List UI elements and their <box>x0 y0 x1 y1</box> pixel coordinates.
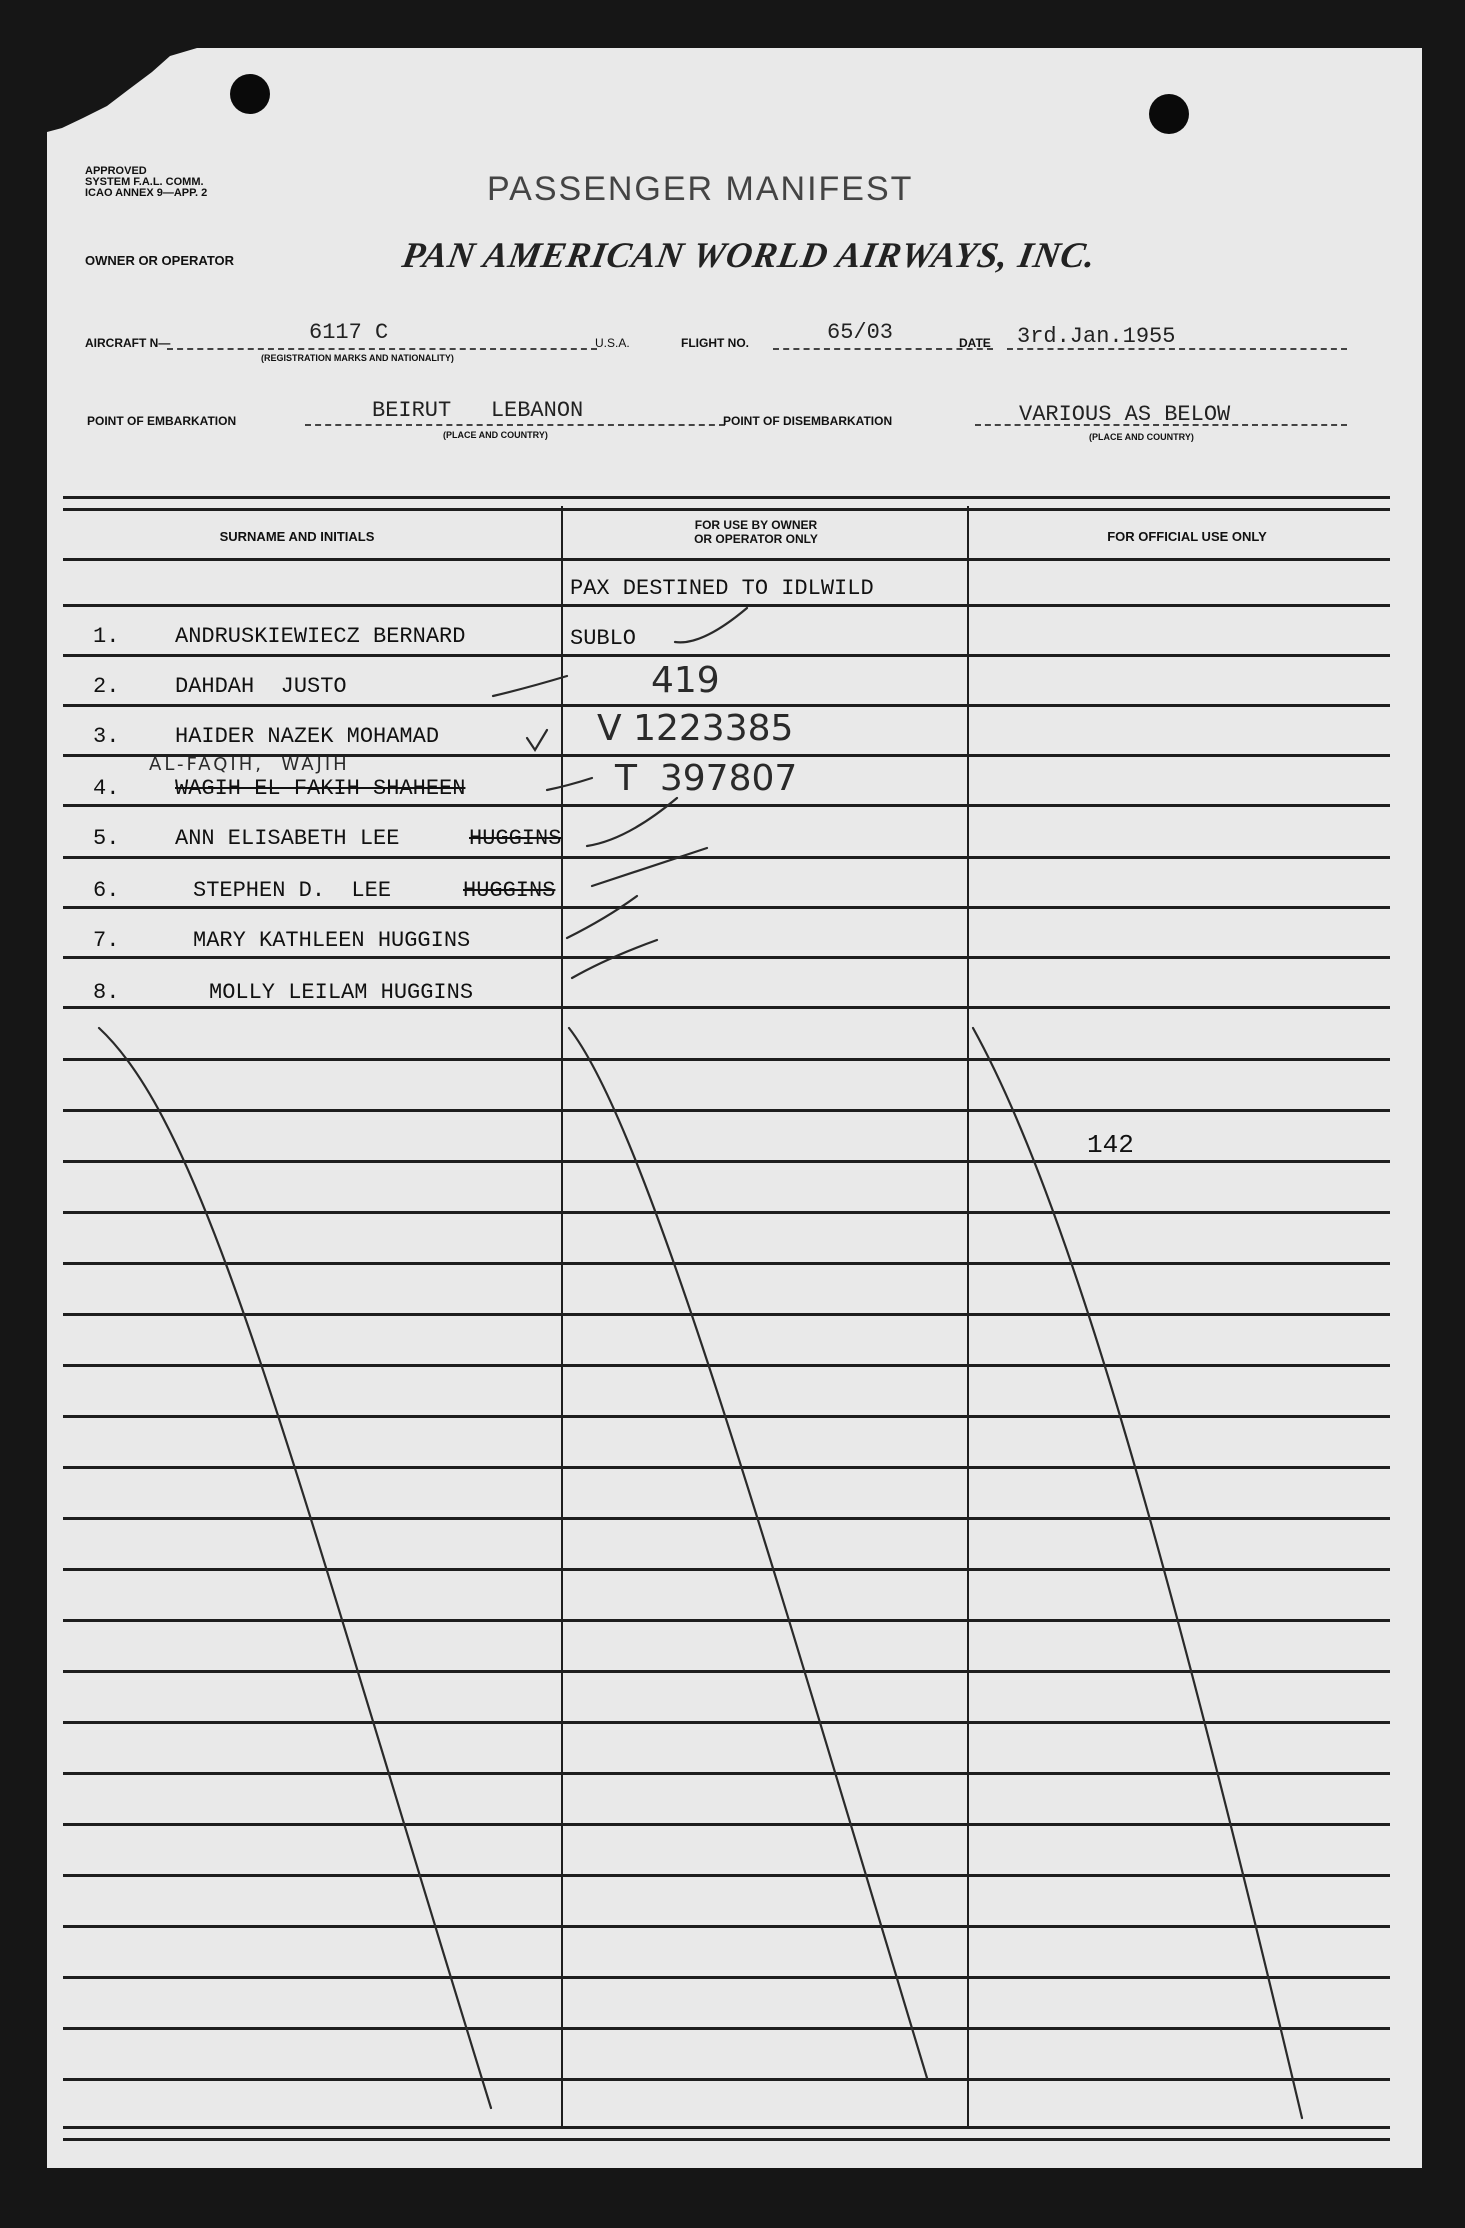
check-mark <box>675 608 747 642</box>
page-title: PASSENGER MANIFEST <box>487 170 914 208</box>
passenger-name: HAIDER NAZEK MOHAMAD <box>175 724 440 749</box>
aircraft-label: AIRCRAFT N— <box>85 336 171 350</box>
cancel-stroke <box>973 1028 1302 2118</box>
disembarkation-value: VARIOUS AS BELOW <box>1019 402 1231 427</box>
owner-label: OWNER OR OPERATOR <box>85 253 235 268</box>
check-mark <box>592 848 707 886</box>
row-number: 1. <box>93 624 120 649</box>
manifest-sheet <box>47 48 1422 2168</box>
owner-use-column-header: FOR USE BY OWNER OR OPERATOR ONLY <box>694 518 818 546</box>
flight-value: 65/03 <box>827 320 894 345</box>
cancel-stroke <box>569 1028 927 2078</box>
cancel-stroke <box>99 1028 491 2108</box>
usa-label: U.S.A. <box>595 336 630 350</box>
handwritten-marks <box>47 48 1422 2168</box>
embarkation-note: (PLACE AND COUNTRY) <box>443 430 548 440</box>
struck-surname: HUGGINS <box>463 878 556 903</box>
page-number: 142 <box>1087 1130 1134 1160</box>
check-mark <box>547 778 592 790</box>
row-number: 6. <box>93 878 120 903</box>
approval-note: APPROVED SYSTEM F.A.L. COMM. ICAO ANNEX 9—APP. 2 <box>85 165 208 199</box>
aircraft-value: 6117 C <box>309 320 389 345</box>
passenger-name: DAHDAH JUSTO <box>175 674 347 699</box>
row-number: 7. <box>93 928 120 953</box>
operator-entry: T 397807 <box>615 758 798 799</box>
row-number: 3. <box>93 724 120 749</box>
date-label: DATE <box>959 336 991 350</box>
passenger-name: WAGIH EL FAKIH SHAHEEN <box>175 776 466 801</box>
operator-entry: V 1223385 <box>597 708 794 749</box>
check-mark <box>572 940 657 978</box>
operator-entry: SUBLO <box>570 626 637 651</box>
check-mark <box>493 676 567 696</box>
embarkation-label: POINT OF EMBARKATION <box>87 414 237 428</box>
handwritten-correction: AL-FAQIH, WAJIH <box>149 754 350 775</box>
disembarkation-note: (PLACE AND COUNTRY) <box>1089 432 1194 442</box>
registration-note: (REGISTRATION MARKS AND NATIONALITY) <box>261 353 454 363</box>
check-mark <box>587 798 677 846</box>
passenger-name: ANDRUSKIEWIECZ BERNARD <box>175 624 466 649</box>
surname-column-header: SURNAME AND INITIALS <box>219 529 375 544</box>
owner-note: PAX DESTINED TO IDLWILD <box>570 576 874 601</box>
company-name: PAN AMERICAN WORLD AIRWAYS, INC. <box>399 235 1100 275</box>
passenger-name: MOLLY LEILAM HUGGINS <box>209 980 474 1005</box>
row-number: 5. <box>93 826 120 851</box>
date-value: 3rd.Jan.1955 <box>1017 324 1176 349</box>
check-mark <box>567 896 637 938</box>
official-use-column-header: FOR OFFICIAL USE ONLY <box>1107 529 1267 544</box>
passenger-name: MARY KATHLEEN HUGGINS <box>193 928 471 953</box>
disembarkation-label: POINT OF DISEMBARKATION <box>723 414 893 428</box>
operator-entry: 419 <box>651 660 720 701</box>
row-number: 4. <box>93 776 120 801</box>
check-mark <box>527 730 547 750</box>
passenger-name: ANN ELISABETH LEE <box>175 826 400 851</box>
flight-label: FLIGHT NO. <box>681 336 749 350</box>
row-number: 2. <box>93 674 120 699</box>
row-number: 8. <box>93 980 120 1005</box>
passenger-name: STEPHEN D. LEE <box>193 878 392 903</box>
embarkation-value: BEIRUT LEBANON <box>372 398 584 423</box>
struck-surname: HUGGINS <box>469 826 562 851</box>
